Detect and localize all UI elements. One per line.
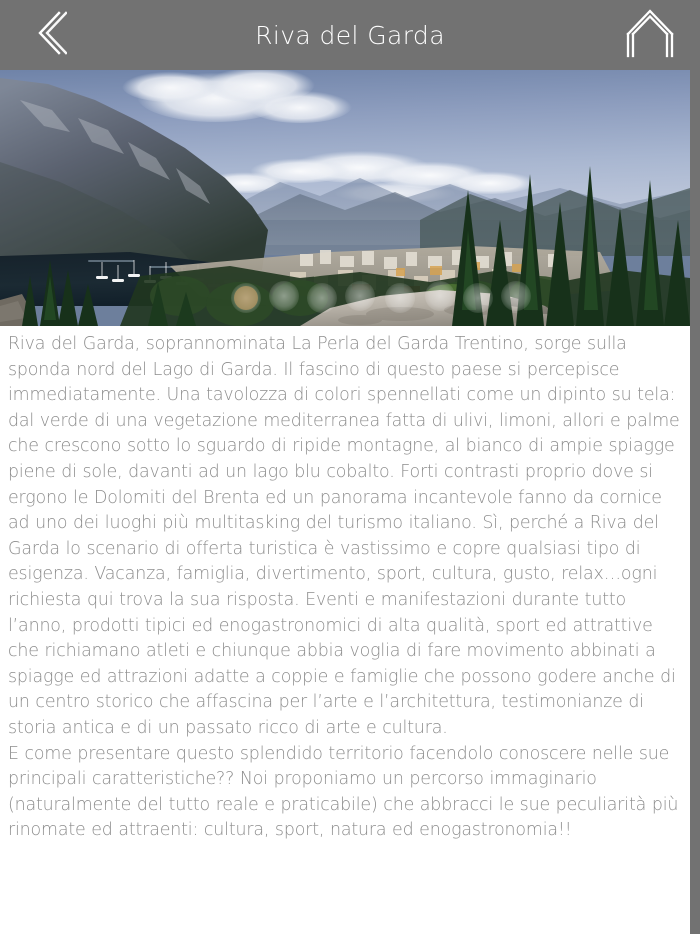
- app-header: [0, 0, 700, 70]
- hero-image[interactable]: [0, 70, 690, 326]
- back-button[interactable]: [22, 7, 78, 63]
- hero-image-artwork: [0, 70, 690, 326]
- article-paragraph: E come presentare questo splendido territorio facendolo conoscere nelle sue principali caratteristiche?? Noi proponiamo un percorso immaginario (naturalmente del tutto reale e praticabile) che abbracci le sue peculiarità più rinomate ed attraenti: cultura, sport, natura ed enogastronomia!!: [8, 743, 679, 841]
- chevron-left-icon: [33, 10, 67, 61]
- scrollbar-track[interactable]: [690, 0, 700, 934]
- home-icon: [626, 8, 674, 63]
- article-body: [0, 332, 690, 844]
- article-paragraph: Riva del Garda, soprannominata La Perla del Garda Trentino, sorge sulla sponda nord del Lago di Garda. Il fascino di questo paese si percepisce immediatamente. Una tavolozza di colori spennellati come un dipinto su tela: dal verde di una vegetazione mediterranea fatta di ulivi, limoni, allori e palme che crescono sotto lo sguardo di ripide montagne, al bianco di ampie spiagge piene di sole, davanti ad un lago blu cobalto. Forti contrasti proprio dove si ergono le Dolomiti del Brenta ed un panorama incantevole fanno da cornice ad uno dei luoghi più multitasking del turismo italiano. Sì, perché a Riva del Garda lo scenario di offerta turistica è vastissimo e copre qualsiasi tipo di esigenza. Vacanza, famiglia, divertimento, sport, cultura, gusto, relax…ogni richiesta qui trova la sua risposta. Eventi e manifestazioni durante tutto l’anno, prodotti tipici ed enogastronomici di alta qualità, sport ed attrattive che richiamano atleti e chiunque abbia voglia di fare movimento abbinati a spiagge ed attrazioni adatte a coppie e famiglie che possono godere anche di un centro storico che affascina per l’arte e l’architettura, testimonianze di storia antica e di un passato ricco di arte e cultura.: [8, 334, 680, 738]
- home-button[interactable]: [622, 7, 678, 63]
- page-title: Riva del Garda: [255, 20, 445, 50]
